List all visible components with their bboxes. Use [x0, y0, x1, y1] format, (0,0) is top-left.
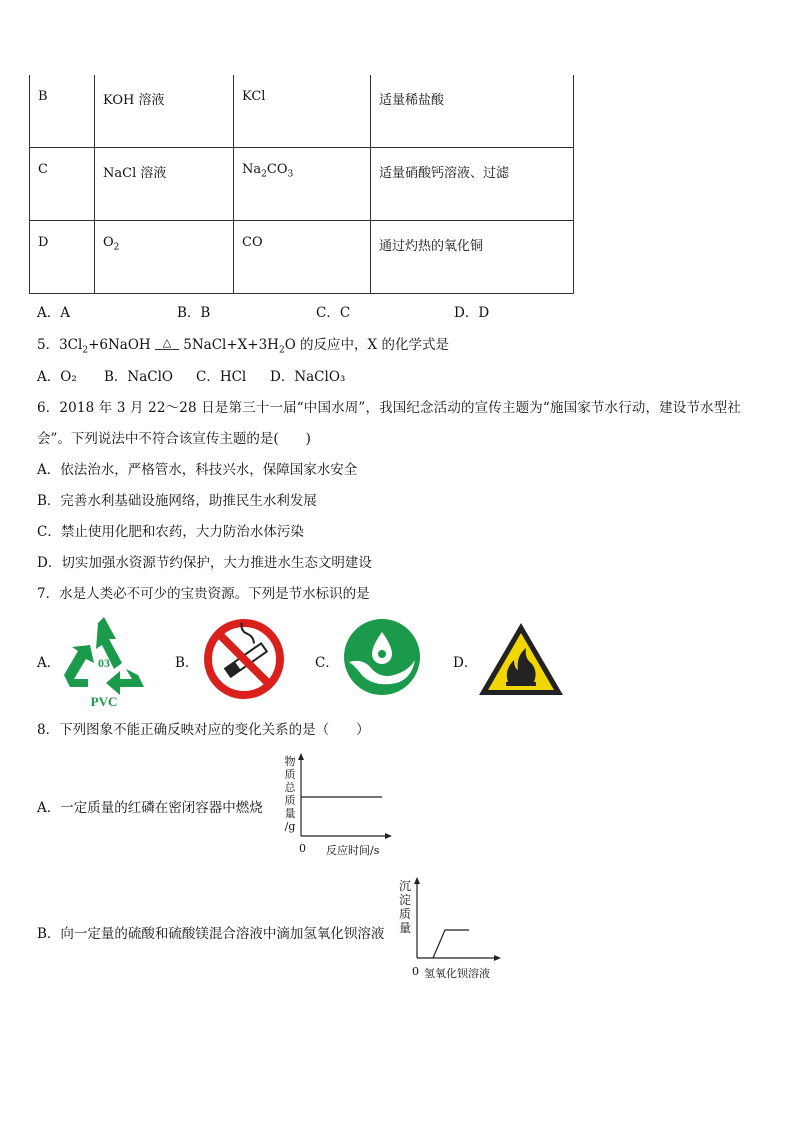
q8-option-a[interactable]: A．一定质量的红磷在密闭容器中燃烧: [37, 800, 263, 816]
substance-cell: NaCl 溶液: [95, 148, 234, 221]
purification-table: [29, 75, 574, 294]
recycle-code: 03: [98, 656, 110, 670]
q5-option-c[interactable]: C．HCl: [196, 369, 247, 385]
q4-option-a[interactable]: A．A: [37, 305, 70, 321]
table-row: [30, 75, 574, 148]
impurity-cell: CO: [234, 221, 371, 294]
impurity-cell: KCl: [234, 75, 371, 148]
q6-option-c[interactable]: C．禁止使用化肥和农药，大力防治水体污染: [37, 524, 304, 540]
graph-b-origin: 0: [412, 965, 419, 978]
q5-option-d[interactable]: D．NaClO₃: [270, 369, 346, 385]
graph-a-xlabel: 反应时间/s: [326, 844, 380, 857]
row-label: D: [30, 221, 95, 294]
recycle-material: PVC: [90, 694, 118, 709]
q6-option-d[interactable]: D．切实加强水资源节约保护，大力推进水生态文明建设: [37, 555, 372, 571]
graph-b-ylabel: 沉 淀 质 量: [398, 879, 411, 935]
table-row: [30, 148, 574, 221]
method-cell: 通过灼热的氧化铜: [371, 221, 574, 294]
graph-a-ylabel: 物 质 总 质 量 /g: [284, 755, 296, 833]
row-label: B: [30, 75, 95, 148]
q8-stem: 8．下列图象不能正确反映对应的变化关系的是（ ）: [37, 722, 370, 738]
impurity-cell: $Na_2CO_3$: [234, 148, 371, 221]
q4-option-b[interactable]: B．B: [177, 305, 211, 321]
q6-option-b[interactable]: B．完善水利基础设施网络，助推民生水利发展: [37, 493, 317, 509]
q7-stem: 7．水是人类必不可少的宝贵资源。下列是节水标识的是: [37, 586, 370, 602]
q4-option-d[interactable]: D．D: [454, 305, 490, 321]
q6-option-a[interactable]: A．依法治水，严格管水，科技兴水，保障国家水安全: [37, 462, 358, 478]
q8-option-b[interactable]: B．向一定量的硫酸和硫酸镁混合溶液中滴加氢氧化钡溶液: [37, 926, 385, 942]
q7-option-c[interactable]: C．: [315, 655, 339, 671]
q5-stem: 5．$3Cl_2+6NaOH$ △ $5NaCl+X+3H_2O$ 的反应中，X 的化学式是: [37, 336, 449, 356]
graph-a: [296, 752, 396, 840]
method-cell: 适量硝酸钙溶液、过滤: [371, 148, 574, 221]
graph-b: [413, 876, 505, 962]
no-smoking-icon: [203, 618, 285, 700]
q5-option-a[interactable]: A．O₂: [37, 369, 77, 385]
substance-cell: $O_2$: [95, 221, 234, 294]
recycle-pvc-icon: [60, 613, 148, 709]
q5-option-b[interactable]: B．NaClO: [104, 369, 173, 385]
q7-option-b[interactable]: B．: [175, 655, 199, 671]
graph-a-origin: 0: [299, 842, 306, 855]
row-label: C: [30, 148, 95, 221]
heat-condition: △: [155, 336, 179, 350]
flammable-warning-icon: [476, 620, 566, 698]
q7-option-a[interactable]: A．: [37, 655, 61, 671]
q6-stem-line1: 6．2018 年 3 月 22～28 日是第三十一届“中国水周”，我国纪念活动的宣传主题为“施国家节水行动，建设节水型社: [37, 400, 742, 416]
q6-stem-line2: 会”。下列说法中不符合该宣传主题的是( ): [37, 431, 311, 447]
q4-option-c[interactable]: C．C: [316, 305, 351, 321]
table-row: [30, 221, 574, 294]
q7-option-d[interactable]: D．: [453, 655, 478, 671]
graph-b-xlabel: 氢氧化钡溶液: [424, 967, 490, 980]
graph-b-precipitate-line: [433, 930, 469, 958]
method-cell: 适量稀盐酸: [371, 75, 574, 148]
substance-cell: KOH 溶液: [95, 75, 234, 148]
water-saving-icon: [343, 618, 421, 696]
